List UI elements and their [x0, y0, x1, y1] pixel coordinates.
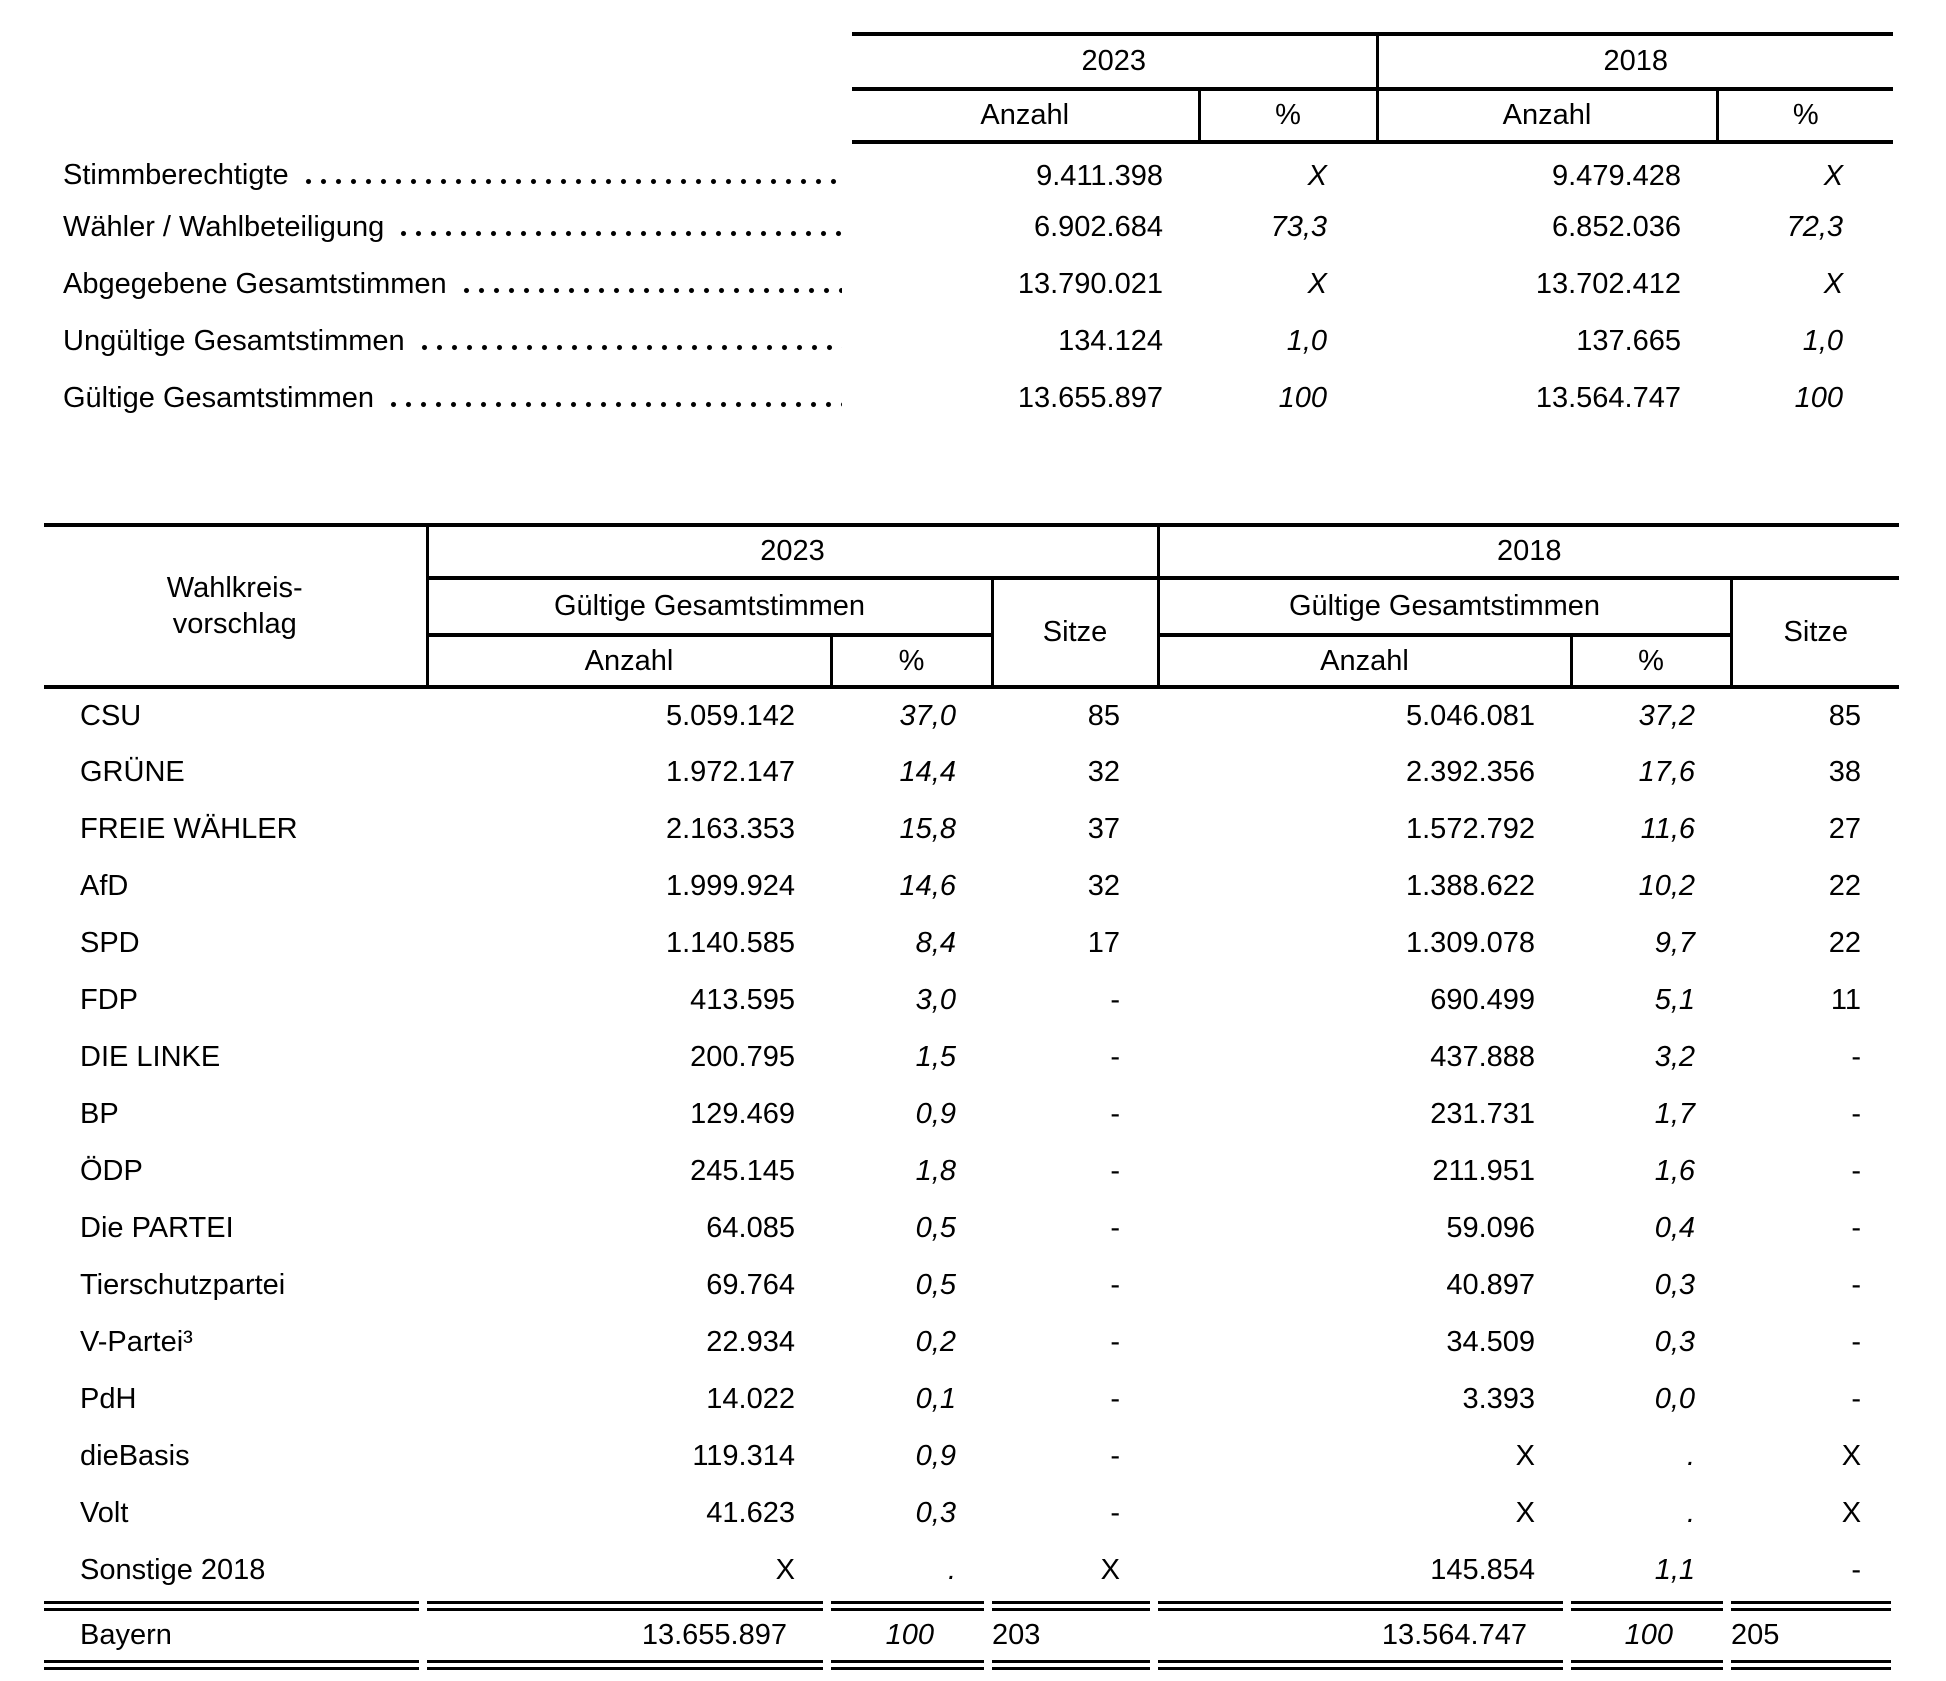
seats-2023-cell: 32 — [1087, 870, 1121, 902]
seats-2023-cell: - — [1110, 1440, 1121, 1472]
votes-2018-cell: 9.479.428 — [1552, 160, 1682, 192]
votes-2023-cell: 129.469 — [690, 1098, 795, 1130]
dotted-leader — [301, 177, 842, 186]
row-label: Ungültige Gesamtstimmen — [63, 325, 405, 357]
percent-2018-cell: 9,7 — [1654, 927, 1696, 959]
table-row — [63, 199, 1893, 256]
percent-2023-cell: X — [1307, 160, 1328, 192]
seats-header-2018: Sitze — [1731, 578, 1899, 687]
party-name-cell: PdH — [80, 1383, 137, 1415]
percent-2018-cell: . — [1686, 1440, 1696, 1472]
votes-2018-cell: 59.096 — [1446, 1212, 1536, 1244]
percent-2023-cell: 0,1 — [915, 1383, 956, 1415]
seats-2018-cell: - — [1851, 1554, 1862, 1586]
table-row — [44, 1314, 1899, 1371]
party-name-cell: FDP — [80, 984, 138, 1016]
votes-2018-cell: 137.665 — [1576, 325, 1682, 357]
votes-2018-cell: 13.564.747 — [1158, 1601, 1563, 1670]
votes-2018-cell: 437.888 — [1430, 1041, 1536, 1073]
party-name-cell: Sonstige 2018 — [80, 1554, 266, 1586]
votes-2018-cell: 2.392.356 — [1406, 756, 1536, 788]
count-header-2023: Anzahl — [427, 635, 831, 687]
percent-2018-cell: 100 — [1571, 1601, 1723, 1670]
percent-2018-cell: 0,3 — [1654, 1326, 1696, 1358]
votes-2018-cell: 40.897 — [1446, 1269, 1536, 1301]
votes-2018-cell: 1.309.078 — [1406, 927, 1536, 959]
party-name-cell: GRÜNE — [80, 756, 185, 788]
votes-2018-cell: 13.702.412 — [1535, 268, 1682, 300]
party-name-cell: V-Partei³ — [80, 1326, 193, 1358]
percent-2018-cell: 1,0 — [1802, 325, 1844, 357]
count-header-2023: Anzahl — [852, 89, 1199, 142]
seats-2023-cell: 37 — [1087, 813, 1121, 845]
votes-2023-cell: 119.314 — [692, 1440, 795, 1472]
seats-2023-cell: - — [1110, 1497, 1121, 1529]
votes-2018-cell: 1.388.622 — [1406, 870, 1536, 902]
table-row — [44, 801, 1899, 858]
percent-2023-cell: 73,3 — [1270, 211, 1328, 243]
votes-group-header-2018: Gültige Gesamtstimmen — [1158, 578, 1731, 635]
percent-2023-cell: 100 — [831, 1601, 984, 1670]
party-name-cell: CSU — [80, 700, 142, 732]
votes-2023-cell: 1.999.924 — [665, 870, 795, 902]
corner-header-line2: vorschlag — [172, 608, 297, 640]
total-row-table — [36, 1601, 1899, 1670]
party-name-cell: AfD — [80, 870, 129, 902]
percent-2023-cell: . — [947, 1554, 956, 1586]
percent-2018-cell: 37,2 — [1638, 700, 1696, 732]
percent-2023-cell: 1,0 — [1286, 325, 1328, 357]
votes-2018-cell: 145.854 — [1430, 1554, 1536, 1586]
seats-2023-cell: - — [1110, 1155, 1121, 1187]
party-name-cell: dieBasis — [80, 1440, 190, 1472]
percent-2023-cell: 14,4 — [899, 756, 956, 788]
votes-2018-cell: X — [1515, 1497, 1536, 1529]
percent-2023-cell: 0,5 — [915, 1212, 956, 1244]
dotted-leader — [459, 286, 842, 295]
votes-2018-cell: 3.393 — [1462, 1383, 1536, 1415]
count-header-2018: Anzahl — [1158, 635, 1571, 687]
seats-2018-cell: 85 — [1828, 700, 1862, 732]
votes-2023-cell: 13.655.897 — [427, 1601, 823, 1670]
seats-2023-cell: 32 — [1087, 756, 1121, 788]
corner-header-wahlkreisvorschlag — [44, 525, 427, 687]
seats-2023-cell: 85 — [1087, 700, 1121, 732]
votes-2023-cell: 14.022 — [706, 1383, 795, 1415]
seats-2018-cell: - — [1851, 1041, 1862, 1073]
seats-2018-cell: - — [1851, 1155, 1862, 1187]
table-row — [44, 1029, 1899, 1086]
seats-2018-cell: 22 — [1828, 870, 1862, 902]
row-label-cell — [63, 142, 852, 199]
dotted-leader — [386, 400, 842, 409]
percent-2018-cell: 1,7 — [1654, 1098, 1696, 1130]
percent-header-2023: % — [1199, 89, 1377, 142]
corner-spacer — [63, 89, 852, 142]
party-name-cell: DIE LINKE — [80, 1041, 221, 1073]
seats-2023-cell: - — [1110, 1212, 1121, 1244]
year-header-2023: 2023 — [427, 525, 1158, 578]
year-header-2023: 2023 — [852, 34, 1377, 89]
seats-2018-cell: 22 — [1828, 927, 1862, 959]
seats-2023-cell: 203 — [992, 1601, 1150, 1670]
table-row — [63, 370, 1893, 427]
votes-2018-cell: 211.951 — [1432, 1155, 1536, 1187]
table-row — [63, 256, 1893, 313]
party-name-cell: FREIE WÄHLER — [80, 813, 298, 845]
corner-header-line1: Wahlkreis- — [166, 572, 303, 604]
year-header-2018: 2018 — [1158, 525, 1899, 578]
votes-2023-cell: 6.902.684 — [1033, 211, 1163, 243]
percent-2023-cell: 100 — [1278, 382, 1328, 414]
seats-header-2023: Sitze — [992, 578, 1158, 687]
row-label: Stimmberechtigte — [63, 159, 289, 191]
votes-2023-cell: X — [775, 1554, 795, 1586]
seats-2018-cell: 11 — [1830, 984, 1862, 1016]
votes-2018-cell: 13.564.747 — [1535, 382, 1682, 414]
corner-spacer — [63, 34, 852, 89]
table-row — [44, 1143, 1899, 1200]
table-row — [63, 142, 1893, 199]
votes-2023-cell: 134.124 — [1058, 325, 1163, 357]
percent-header-2018: % — [1717, 89, 1893, 142]
row-label-cell — [63, 313, 852, 370]
row-label-cell — [63, 370, 852, 427]
percent-2023-cell: X — [1307, 268, 1328, 300]
seats-2018-cell: 27 — [1828, 813, 1862, 845]
count-header-2018: Anzahl — [1377, 89, 1717, 142]
votes-2023-cell: 41.623 — [706, 1497, 795, 1529]
row-label: Wähler / Wahlbeteiligung — [63, 211, 385, 243]
percent-2018-cell: 3,2 — [1654, 1041, 1696, 1073]
votes-2018-cell: 5.046.081 — [1406, 700, 1536, 732]
votes-2023-cell: 5.059.142 — [665, 700, 795, 732]
votes-2023-cell: 200.795 — [690, 1041, 795, 1073]
percent-2018-cell: 0,4 — [1654, 1212, 1696, 1244]
table-row — [44, 1086, 1899, 1143]
results-year-header-row — [44, 525, 1899, 578]
votes-2023-cell: 69.764 — [706, 1269, 795, 1301]
results-table — [44, 523, 1899, 1599]
table-row — [63, 313, 1893, 370]
seats-2023-cell: 17 — [1087, 927, 1121, 959]
percent-2023-cell: 8,4 — [915, 927, 956, 959]
summary-year-header-row — [63, 34, 1893, 89]
votes-group-header-2023: Gültige Gesamtstimmen — [427, 578, 992, 635]
votes-2023-cell: 245.145 — [690, 1155, 795, 1187]
percent-2018-cell: 0,3 — [1654, 1269, 1696, 1301]
seats-2018-cell: - — [1851, 1326, 1862, 1358]
summary-column-header-row — [63, 89, 1893, 142]
percent-2018-cell: 10,2 — [1638, 870, 1696, 902]
party-name-cell: Tierschutzpartei — [80, 1269, 286, 1301]
votes-2023-cell: 413.595 — [690, 984, 795, 1016]
percent-header-2018: % — [1571, 635, 1731, 687]
percent-2018-cell: 11,6 — [1640, 813, 1696, 845]
dotted-leader — [417, 343, 842, 352]
votes-2018-cell: 6.852.036 — [1552, 211, 1682, 243]
percent-2018-cell: X — [1823, 160, 1844, 192]
party-name-cell: BP — [80, 1098, 119, 1130]
seats-2018-cell: - — [1851, 1269, 1862, 1301]
table-row — [44, 1542, 1899, 1599]
percent-2023-cell: 0,3 — [915, 1497, 956, 1529]
seats-2018-cell: - — [1851, 1383, 1862, 1415]
percent-2023-cell: 14,6 — [899, 870, 956, 902]
percent-2023-cell: 37,0 — [899, 700, 956, 732]
votes-2018-cell: X — [1515, 1440, 1536, 1472]
percent-2023-cell: 1,5 — [915, 1041, 956, 1073]
seats-2018-cell: X — [1841, 1497, 1862, 1529]
percent-2018-cell: 1,1 — [1654, 1554, 1696, 1586]
table-row — [44, 972, 1899, 1029]
seats-2023-cell: - — [1110, 1326, 1121, 1358]
table-row — [44, 744, 1899, 801]
row-label-cell — [63, 256, 852, 313]
percent-2018-cell: 17,6 — [1638, 756, 1696, 788]
table-row — [44, 915, 1899, 972]
seats-2023-cell: - — [1110, 1269, 1121, 1301]
seats-2023-cell: - — [1110, 1041, 1121, 1073]
row-label: Gültige Gesamtstimmen — [63, 382, 375, 414]
percent-2018-cell: 0,0 — [1654, 1383, 1696, 1415]
percent-2018-cell: 72,3 — [1786, 211, 1844, 243]
seats-2023-cell: - — [1110, 984, 1121, 1016]
year-header-2018: 2018 — [1377, 34, 1893, 89]
votes-2023-cell: 13.790.021 — [1017, 268, 1163, 300]
percent-2018-cell: . — [1686, 1497, 1696, 1529]
seats-2023-cell: - — [1110, 1383, 1121, 1415]
votes-2018-cell: 690.499 — [1430, 984, 1536, 1016]
table-row — [44, 858, 1899, 915]
percent-2023-cell: 1,8 — [915, 1155, 956, 1187]
percent-2023-cell: 0,2 — [915, 1326, 956, 1358]
votes-2023-cell: 1.140.585 — [665, 927, 795, 959]
votes-2023-cell: 64.085 — [706, 1212, 795, 1244]
seats-2018-cell: 38 — [1828, 756, 1862, 788]
votes-2018-cell: 34.509 — [1446, 1326, 1536, 1358]
table-row — [44, 1371, 1899, 1428]
table-row — [44, 1257, 1899, 1314]
percent-2023-cell: 3,0 — [915, 984, 956, 1016]
table-row — [44, 1485, 1899, 1542]
table-row — [44, 687, 1899, 744]
seats-2018-cell: X — [1841, 1440, 1862, 1472]
seats-2018-cell: 205 — [1731, 1601, 1891, 1670]
party-name-cell: Die PARTEI — [80, 1212, 234, 1244]
party-name-cell: SPD — [80, 927, 140, 959]
percent-header-2023: % — [831, 635, 992, 687]
party-name-cell: Volt — [80, 1497, 129, 1529]
votes-2023-cell: 1.972.147 — [665, 756, 795, 788]
percent-2018-cell: 100 — [1794, 382, 1844, 414]
votes-2023-cell: 22.934 — [706, 1326, 795, 1358]
percent-2023-cell: 0,5 — [915, 1269, 956, 1301]
votes-2023-cell: 13.655.897 — [1017, 382, 1163, 414]
percent-2018-cell: 1,6 — [1654, 1155, 1696, 1187]
votes-2023-cell: 2.163.353 — [665, 813, 795, 845]
dotted-leader — [396, 229, 842, 238]
total-row — [44, 1601, 1891, 1670]
votes-2018-cell: 231.731 — [1430, 1098, 1536, 1130]
seats-2023-cell: X — [1100, 1554, 1121, 1586]
seats-2018-cell: - — [1851, 1212, 1862, 1244]
total-label-cell: Bayern — [44, 1601, 419, 1670]
row-label: Abgegebene Gesamtstimmen — [63, 268, 447, 300]
votes-2023-cell: 9.411.398 — [1036, 160, 1163, 192]
party-name-cell: ÖDP — [80, 1155, 143, 1187]
seats-2023-cell: - — [1110, 1098, 1121, 1130]
summary-table — [63, 32, 1893, 427]
table-row — [44, 1200, 1899, 1257]
seats-2018-cell: - — [1851, 1098, 1862, 1130]
votes-2018-cell: 1.572.792 — [1406, 813, 1536, 845]
percent-2023-cell: 0,9 — [915, 1098, 956, 1130]
percent-2023-cell: 15,8 — [899, 813, 956, 845]
percent-2018-cell: 5,1 — [1654, 984, 1696, 1016]
percent-2023-cell: 0,9 — [915, 1440, 956, 1472]
row-label-cell — [63, 199, 852, 256]
percent-2018-cell: X — [1823, 268, 1844, 300]
table-row — [44, 1428, 1899, 1485]
